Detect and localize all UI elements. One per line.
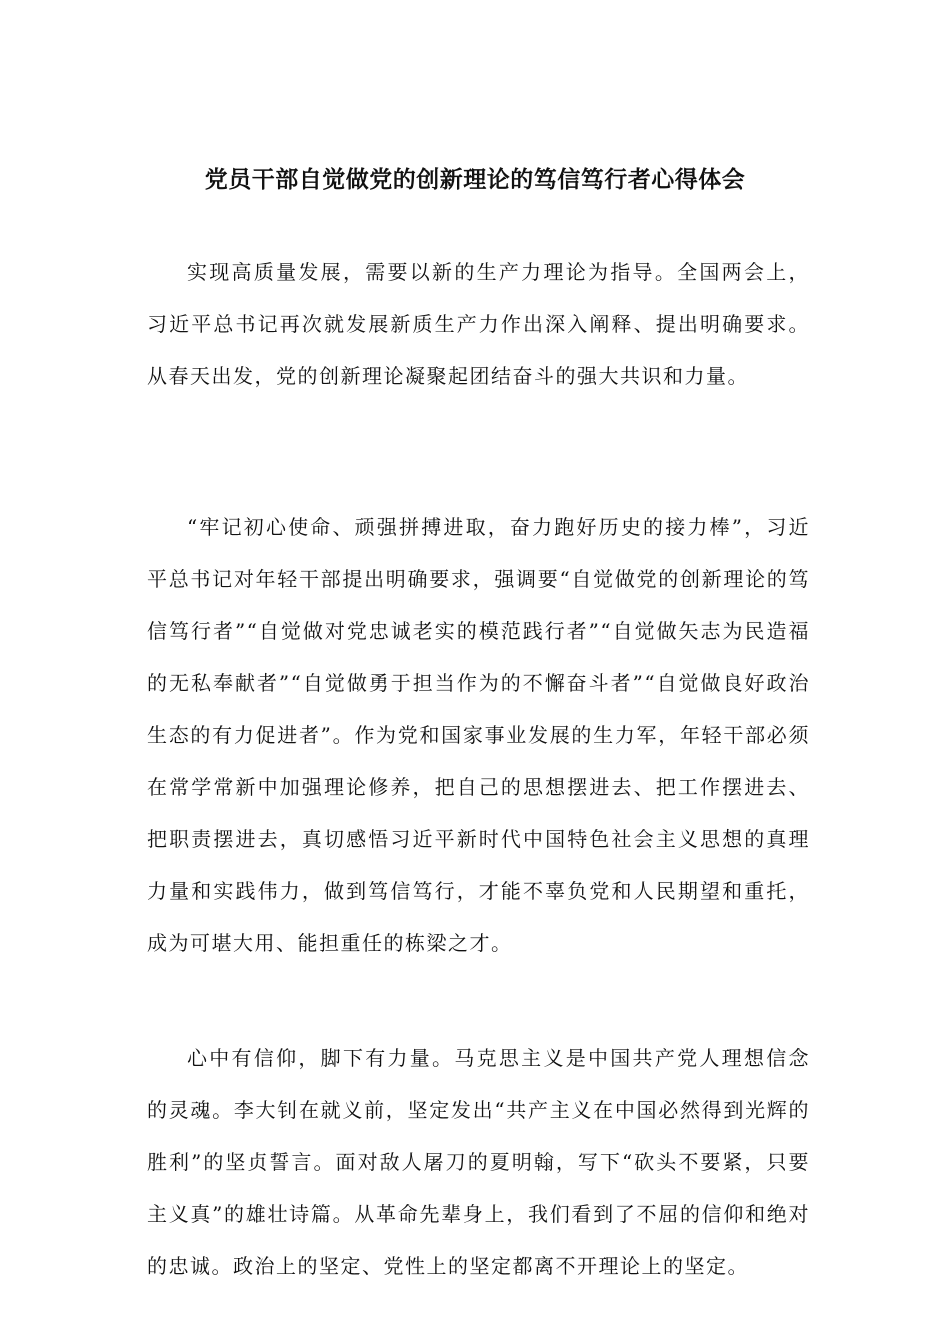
- paragraph-2: “牢记初心使命、顽强拼搏进取，奋力跑好历史的接力棒”，习近平总书记对年轻干部提出明确要求，强调要“自觉做党的创新理论的笃信笃行者”“自觉做对党忠诚老实的模范践行者”“自觉做矢志为民造福的无私奉献者”“自觉做勇于担当作为的不懈奋斗者”“自觉做良好政治生态的有力促进者”。作为党和国家事业发展的生力军，年轻干部必须在常学常新中加强理论修养，把自己的思想摆进去、把工作摆进去、把职责摆进去，真切感悟习近平新时代中国特色社会主义思想的真理力量和实践伟力，做到笃信笃行，才能不辜负党和人民期望和重托，成为可堪大用、能担重任的栋梁之才。: [147, 515, 810, 955]
- document-title: 党员干部自觉做党的创新理论的笃信笃行者心得体会: [204, 166, 746, 193]
- paragraph-1: 实现高质量发展，需要以新的生产力理论为指导。全国两会上，习近平总书记再次就发展新质生产力作出深入阐释、提出明确要求。从春天出发，党的创新理论凝聚起团结奋斗的强大共识和力量。: [147, 260, 810, 388]
- paragraph-3: 心中有信仰，脚下有力量。马克思主义是中国共产党人理想信念的灵魂。李大钊在就义前，坚定发出“共产主义在中国必然得到光辉的胜利”的坚贞誓言。面对敌人屠刀的夏明翰，写下“砍头不要紧，只要主义真”的雄壮诗篇。从革命先辈身上，我们看到了不屈的信仰和绝对的忠诚。政治上的坚定、党性上的坚定都离不开理论上的坚定。: [147, 1046, 810, 1278]
